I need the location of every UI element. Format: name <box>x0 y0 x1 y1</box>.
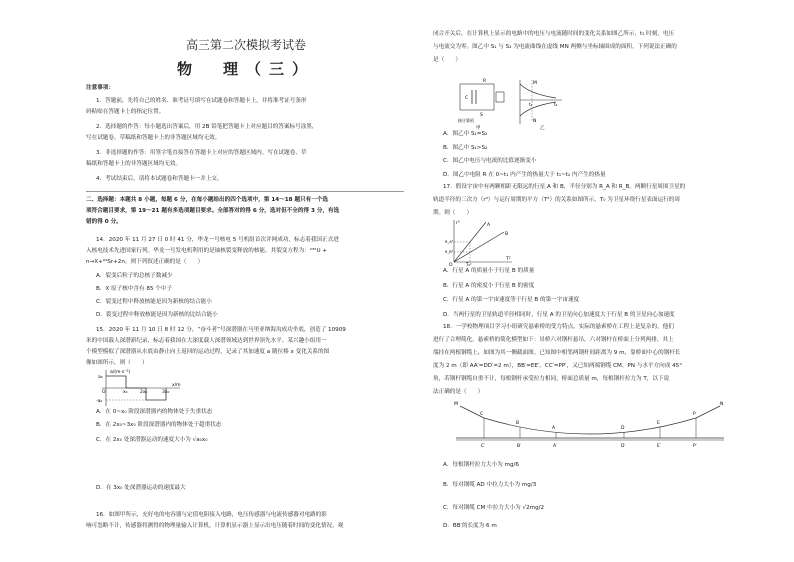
subject-title: 物 理（三） <box>176 60 315 78</box>
q17-option-a: A．行星 A 的质量小于行星 B 的质量 <box>443 268 535 274</box>
q16-option-d: D．图乙中电阻 R 在 0~t₁ 内产生的热量大于 t₁~t₂ 内产生的热量 <box>443 172 606 178</box>
q14-option-d: D．裂变过程中释放核能是因为新核的比结合能小 <box>96 312 218 318</box>
q15-origin: O <box>102 390 106 395</box>
q17-T0: T₀² <box>466 262 472 267</box>
q18-Bp: B′ <box>517 444 522 449</box>
q14-option-b: B．X 原子核中含有 85 个中子 <box>96 286 173 292</box>
q16-N: N <box>533 119 537 124</box>
notice-line: 3．非选择题的作答：用签字笔直接答在答题卡上对应的答题区域内。写在试题卷、草 <box>96 150 307 156</box>
notice-line: 写在试题卷、草稿纸和答题卡上的非答题区域均无效。 <box>86 135 221 141</box>
q16-fig-jia: 甲 <box>476 126 481 131</box>
q18-A: A <box>552 426 556 431</box>
q18-M: M <box>454 402 458 407</box>
q15-option-b: B．在 2x₀~3x₀ 阶段深潜器内的物体处于超重状态 <box>96 422 222 428</box>
q18-Ap: A′ <box>553 444 558 449</box>
q16-t2: t₂ <box>554 102 558 107</box>
q17-option-c: C．行星 A 的第一宇宙速度等于行星 B 的第一宇宙速度 <box>443 297 580 303</box>
q16-resistor-label: R <box>483 79 487 84</box>
q17-T2-label: T² <box>506 257 511 262</box>
q17-r3-label: r³ <box>456 221 460 226</box>
q14-stem: n→X+⁹⁴Sr+2n。则下列叙述正确的是（ ） <box>86 259 204 265</box>
q16-fig-yi: 乙 <box>540 126 545 131</box>
q15-ax-graph <box>96 368 182 408</box>
q14-stem: 入核电技术先进国家行列。华龙一号发电机利用的是铀核裂变释放的核能，其裂变方程为：²³⁵U + <box>86 248 328 254</box>
q15-x0: x₀ <box>123 390 128 395</box>
q17-graph <box>446 218 516 266</box>
q15-option-c: C．在 2x₀ 处深潜器运动的速度大小为 √a₀x₀ <box>96 437 208 443</box>
q18-stem: 角，若钢杆钢缆自重不计，每根钢杆承受拉力相同，桥面总质量 m，每根钢杆拉力为 T，以下说 <box>433 376 670 382</box>
q18-option-a: A．每根钢杆拉力大小为 mg/6 <box>443 462 519 468</box>
exam-title: 高三第二次模拟考试卷 <box>185 38 306 52</box>
notice-heading: 注意事项： <box>86 85 114 91</box>
q16-figures <box>456 76 566 130</box>
q17-stem: 期。则（ ） <box>433 210 473 216</box>
q18-bridge-figure <box>450 400 730 450</box>
q18-P: P <box>693 412 696 417</box>
q17-RA: R_A³ <box>445 240 454 244</box>
q18-stem: 法正确的是（ ） <box>433 389 484 395</box>
q15-stem: 米的中国载人深潜新纪录，标志着我国在大深度载人深潜领域达到世界领先水平。某兴趣小组用一 <box>86 338 327 344</box>
notice-line: 1．答题前，先将自己的姓名、准考证号填写在试题卷和答题卡上，并将准考证号条形 <box>96 98 307 104</box>
q15-a0: a₀ <box>98 375 103 380</box>
q16-option-b: B．图乙中 S₁>S₂ <box>443 145 488 151</box>
section-heading: 错的得 0 分。 <box>86 219 122 225</box>
q17-stem: 17．假设宇宙中有两颗相距无限远的行星 A 和 B，半径分别为 R_A 和 R_B。两颗行星周围卫星的 <box>443 184 686 190</box>
q16-t1: t₁ <box>529 102 533 107</box>
section-heading: 二、选择题：本题共 8 小题，每题 6 分，在每小题给出的四个选项中，第 14～18 题只有一个选 <box>86 197 329 203</box>
q16-option-c: C．图乙中电压与电流的比值逐渐变小 <box>443 158 537 164</box>
q16-stem-cont: 与电流交为零。图乙中 S₁ 与 S₂ 为电流曲线在虚线 MN 两侧与坐标轴围成的面积，下列说法正确的 <box>433 44 677 50</box>
q17-origin: O <box>449 263 453 268</box>
q16-option-a: A．图乙中 S₁=S₂ <box>443 131 488 137</box>
q15-3x0: 3x₀ <box>162 390 170 395</box>
q18-stem: 度为 2 m（即 AA′=DD′=2 m），BB′=EE′，CC′=PP′，又已知两端钢缆 CM、PN 与水平方向成 45° <box>433 363 683 369</box>
q15-stem: 15．2020 年 11 月 10 日 8 时 12 分，“奋斗者”号深潜器在马里亚纳海沟成功坐底，创造了 10909 <box>96 327 346 333</box>
q15-ylabel: a/(m·s⁻²) <box>110 370 131 375</box>
notice-line: 2．选择题的作答：每小题选出答案后，用 2B 铅笔把答题卡上对应题目的答案标号涂黑， <box>96 124 318 130</box>
q17-RB: R_B³ <box>445 250 454 254</box>
q15-stem: 像如图所示，则（ ） <box>86 360 148 366</box>
q18-stem: 18．一学校物理项目学习小组研究悬索桥的受力特点，实际的悬索桥在工程上是复杂的，他们 <box>443 324 674 330</box>
q17-line-A: A <box>487 223 491 228</box>
q15-stem: 个模型模拟了深潜器从水底由静止向上返回的运动过程，记录了其加速度 a 随位移 x 变化关系的图 <box>86 349 330 355</box>
divider <box>86 191 404 192</box>
q18-option-b: B．每对钢缆 AD 中拉力大小为 mg/3 <box>443 482 537 488</box>
q16-computer-label: 接计算机 <box>458 118 474 123</box>
q18-option-d: D．BB′的长度为 6 m <box>443 523 497 529</box>
section-heading: 项符合题目要求，第 19～21 题有多选项题目要求。全部答对的得 6 分，选对但不全的得 3 分，有选 <box>86 208 340 214</box>
q18-Cp: C′ <box>481 444 486 449</box>
q17-line-B: B <box>505 232 509 237</box>
notice-line: 码粘贴在答题卡上的指定位置。 <box>86 109 165 115</box>
q15-neg-a0: -a₀ <box>96 399 103 404</box>
notice-line: 稿纸和答题卡上的非答题区域均无效。 <box>86 161 182 167</box>
q14-stem: 14．2020 年 11 月 27 日 0 时 41 分，华龙一号核电 5 号机组首次并网成功，标志着我国正式进 <box>96 237 339 243</box>
q18-option-c: C．每对钢缆 CM 中拉力大小为 √2mg/2 <box>443 505 545 511</box>
q17-stem: 轨道半径的三次方（r³）与运行周期的平方（T²）的关系如图所示，T₀ 为卫星环绕行星表面运行的周 <box>433 197 680 203</box>
q15-option-a: A．在 0~x₀ 阶段深潜器内的物体处于失重状态 <box>96 409 213 415</box>
q18-stem: 端挂在两根钢缆上，如图为其一侧截面图。已知图中相邻两钢杆间距离为 9 m，靠桥面中心的钢杆长 <box>433 350 681 356</box>
q14-option-c: C．裂变过程中释放核能是因为新核的结合能小 <box>96 299 212 305</box>
q16-M: M <box>533 81 537 86</box>
q16-capacitor-label: C <box>465 96 469 101</box>
q18-stem: 进行了合理简化，悬索桥的简化模型如下：吊桥六对钢杆悬吊，六对钢杆在桥面上分列两排，其上 <box>433 337 674 343</box>
q17-option-d: D．当两行星的卫星轨道半径相同时，行星 A 的卫星向心加速度大于行星 B 的卫星向心加速度 <box>443 312 675 318</box>
q15-xlabel: x/m <box>172 383 181 388</box>
q15-2x0: 2x₀ <box>140 390 148 395</box>
q17-option-b: B．行星 A 的密度小于行星 B 的密度 <box>443 283 535 289</box>
q16-stem: 响可忽略不计，传感器将测得的物理量输入计算机，计算机显示器上显示出电压随着时间的变化情况，观 <box>86 523 344 529</box>
q18-E: E <box>657 421 660 426</box>
q16-stem: 16．如图甲所示，充好电的电容器与定值电阻接入电路，电压传感器与电流传感器对电路的影 <box>96 512 327 518</box>
q18-Pp: P′ <box>693 444 697 449</box>
q14-option-a: A．裂变后粒子的总核子数减少 <box>96 273 173 279</box>
q15-option-d: D．在 3x₀ 处深潜器运动的速度最大 <box>96 485 186 491</box>
q18-D: D <box>621 426 625 431</box>
q18-Ep: E′ <box>657 444 661 449</box>
q18-Dp: D′ <box>621 444 626 449</box>
notice-line: 4．考试结束后，请将本试题卷和答题卡一并上交。 <box>96 176 223 182</box>
q16-stem-cont: 闭合开关后，在计算机上显示的电路中的电压与电流随时间的变化关系如图乙所示，t₁ 时刻，电压 <box>433 31 675 37</box>
q18-C: C <box>480 412 484 417</box>
q16-switch-label: S <box>480 113 483 118</box>
q16-stem-cont: 是（ ） <box>433 57 461 63</box>
q18-N: N <box>720 402 724 407</box>
q18-B: B <box>516 421 520 426</box>
